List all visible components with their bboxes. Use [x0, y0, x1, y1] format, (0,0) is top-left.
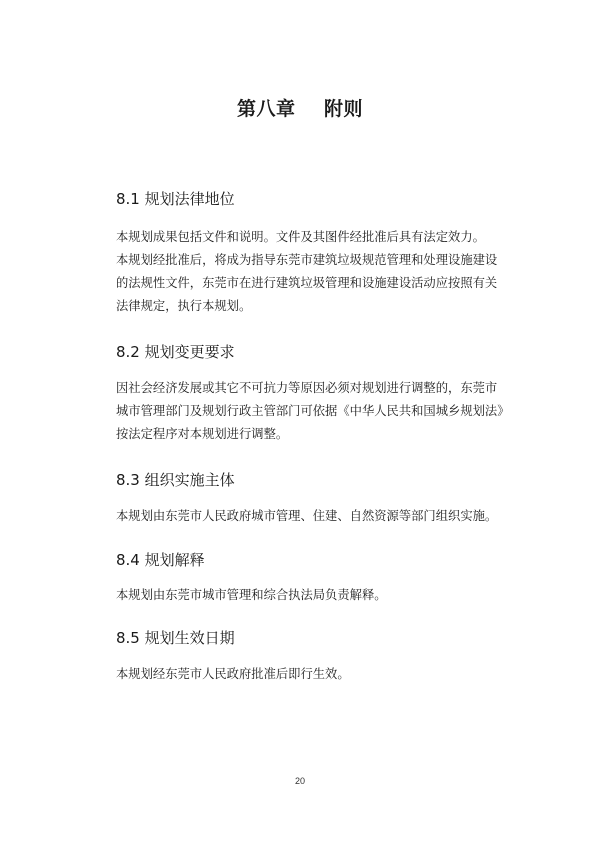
- section-8-2-paragraph-1: 因社会经济发展或其它不可抗力等原因必须对规划进行调整的，东莞市城市管理部门及规划行政主管部门可依据《中华人民共和国城乡规划法》按法定程序对本规划进行调整。: [116, 381, 504, 441]
- section-8-1-paragraph-1: 本规划成果包括文件和说明。文件及其图件经批准后具有法定效力。: [116, 230, 485, 244]
- section-heading-8-1: 8.1 规划法律地位: [116, 190, 235, 208]
- section-8-4-paragraph-1: 本规划由东莞市城市管理和综合执法局负责解释。: [116, 588, 387, 602]
- section-heading-8-3: 8.3 组织实施主体: [116, 471, 235, 489]
- section-8-1-paragraph-2: 本规划经批准后，将成为指导东莞市建筑垃圾规范管理和处理设施建设的法规性文件，东莞市在进行建筑垃圾管理和设施建设活动应按照有关法律规定，执行本规划。: [116, 253, 498, 313]
- page-number: 20: [294, 776, 305, 786]
- section-heading-8-2: 8.2 规划变更要求: [116, 343, 235, 361]
- section-8-3-paragraph-1: 本规划由东莞市人民政府城市管理、住建、自然资源等部门组织实施。: [116, 509, 498, 523]
- chapter-title: 第八章 附则: [237, 98, 363, 120]
- section-8-5-paragraph-1: 本规划经东莞市人民政府批准后即行生效。: [116, 667, 350, 681]
- section-heading-8-5: 8.5 规划生效日期: [116, 629, 235, 647]
- section-heading-8-4: 8.4 规划解释: [116, 551, 205, 569]
